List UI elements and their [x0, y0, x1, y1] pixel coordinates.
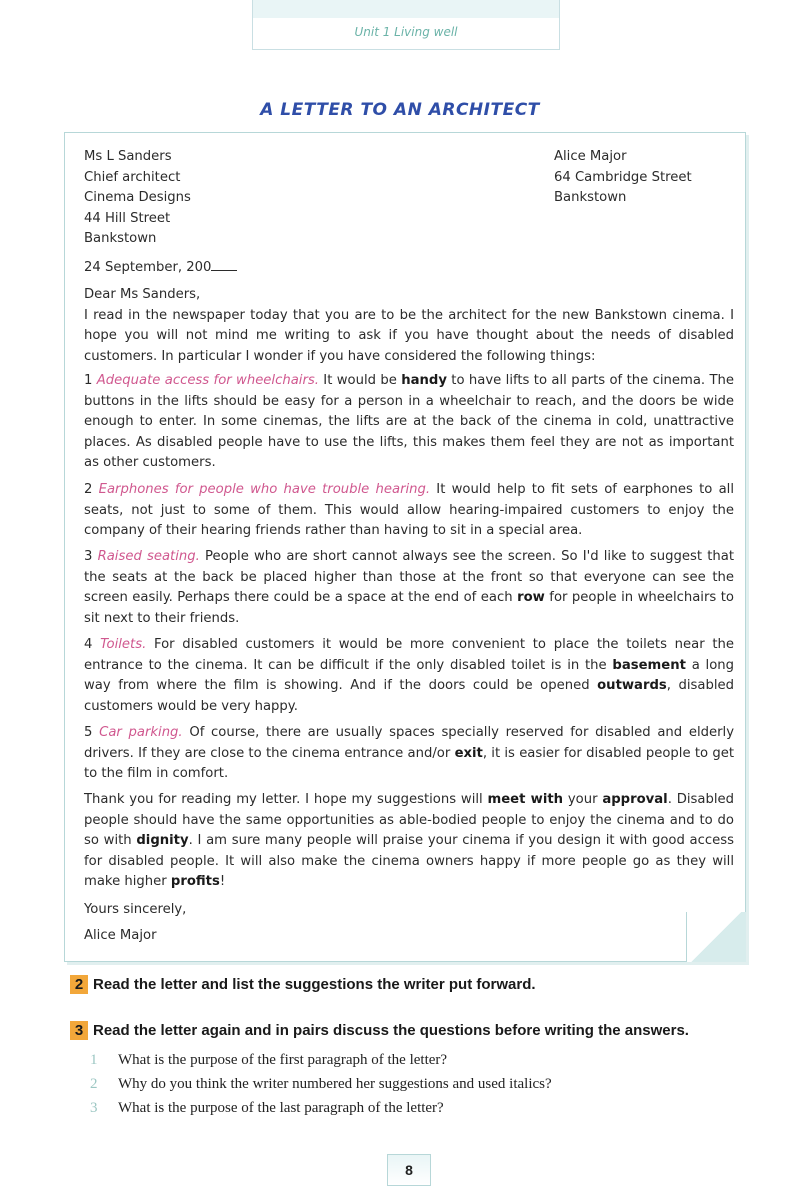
suggestion-text: a long way from where the film is showing. And if the doors could be opened: [84, 657, 734, 693]
suggestion-heading: Car parking.: [99, 725, 183, 740]
suggestion-text: Of course, there are usually spaces specially reserved for disabled and elderly drivers. If they are close to the cinema entrance and/or: [84, 725, 734, 761]
suggestion-heading: Toilets.: [100, 637, 147, 652]
page-number: 8: [387, 1154, 431, 1186]
date-blank: [211, 259, 237, 271]
question-number: 3: [90, 1100, 98, 1116]
question-text: Why do you think the writer numbered her suggestions and used italics?: [118, 1076, 552, 1092]
keyword: row: [517, 590, 545, 605]
task-text: Read the letter again and in pairs discuss the questions before writing the answers.: [93, 1022, 689, 1039]
intro-paragraph: [84, 285, 734, 367]
closing-text: !: [219, 874, 226, 889]
keyword: dignity: [136, 833, 189, 848]
closing-text: Thank you for reading my letter. I hope my suggestions will: [84, 792, 488, 807]
suggestion-2: [84, 480, 734, 542]
suggestion-number: 2: [84, 482, 93, 497]
suggestion-number: 4: [84, 637, 93, 652]
task-3: [70, 1021, 689, 1040]
suggestion-text: , it is easier for disabled people to get to the film in comfort.: [84, 745, 734, 781]
task-number-badge: 2: [70, 975, 88, 994]
suggestion-3: [84, 547, 734, 629]
letter-date: [84, 258, 237, 279]
keyword: basement: [612, 657, 686, 673]
question-number: 2: [90, 1076, 98, 1092]
recipient-line: Cinema Designs: [84, 190, 191, 205]
salutation: Dear Ms Sanders,: [84, 287, 201, 302]
question-text: What is the purpose of the first paragraph of the letter?: [118, 1052, 448, 1068]
suggestion-number: 1: [84, 373, 93, 388]
suggestion-4: [84, 635, 734, 717]
question-2: [90, 1076, 552, 1093]
suggestion-text: to have lifts to all parts of the cinema. The buttons in the lifts should be easy for a person in a wheelchair to reach, and the doors be wide enough to enter. In some cinemas, the lifts are at the back of the cinema in cold, unattractive places. As disabled people have to use the lifts, this makes them feel they are not as important as other customers.: [84, 373, 734, 470]
recipient-address: [84, 147, 191, 250]
recipient-line: 44 Hill Street: [84, 210, 171, 226]
suggestion-1: [84, 371, 734, 474]
date-text: 24 September, 200: [84, 260, 212, 275]
keyword: outwards: [597, 678, 667, 693]
unit-header: [252, 0, 560, 50]
suggestion-heading: Adequate access for wheelchairs.: [96, 373, 319, 388]
keyword: exit: [454, 745, 483, 761]
question-text: What is the purpose of the last paragraph of the letter?: [118, 1100, 444, 1116]
suggestion-number: 5: [84, 725, 93, 740]
suggestion-text: It would be: [318, 373, 402, 388]
recipient-line: Chief architect: [84, 169, 181, 185]
suggestion-heading: Raised seating.: [97, 549, 200, 564]
sender-line: Alice Major: [554, 149, 627, 164]
suggestion-text: , disabled customers would be very happy.: [84, 678, 734, 714]
question-1: [90, 1052, 447, 1069]
page-title: A LETTER TO AN ARCHITECT: [260, 100, 540, 120]
task-number-badge: 3: [70, 1021, 88, 1040]
keyword: approval: [602, 792, 668, 807]
closing-text: . I am sure many people will praise your cinema if you design it with good access for disabled people. It will also make the cinema owners happy if more people go as they will make higher: [84, 833, 734, 889]
suggestion-text: People who are short cannot always see the screen. So I'd like to suggest that the seats at the back be placed higher than those at the front so that everyone can see the screen easily. Perhaps there could be a space at the end of each: [84, 549, 734, 605]
closing-paragraph: [84, 790, 734, 893]
closing-text: . Disabled people should have the same opportunities as able-bodied people to enjoy the cinema and to do so with: [84, 792, 734, 848]
sender-address: [554, 147, 692, 209]
suggestion-text: It would help to fit sets of earphones to all seats, not just to some of them. This would allow hearing-impaired customers to enjoy the company of their hearing friends rather than having to sit in a special area.: [84, 482, 734, 538]
recipient-line: Ms L Sanders: [84, 149, 172, 164]
task-2: [70, 975, 536, 994]
page-curl-decoration: [686, 912, 746, 962]
suggestion-number: 3: [84, 549, 93, 564]
unit-label: Unit 1 Living well: [354, 25, 458, 39]
closing-text: your: [563, 792, 603, 807]
intro-text: I read in the newspaper today that you are to be the architect for the new Bankstown cinema. I hope you will not mind me writing to ask if you have thought about the needs of disabled customers. In particular I wonder if you have considered the following things:: [84, 307, 734, 364]
keyword: profits: [170, 874, 220, 889]
sender-line: 64 Cambridge Street: [554, 169, 692, 185]
suggestion-5: [84, 723, 734, 785]
question-3: [90, 1100, 444, 1117]
suggestion-text: for people in wheelchairs to sit next to their friends.: [84, 590, 734, 626]
suggestion-text: For disabled customers it would be more convenient to place the toilets near the entrance to the cinema. It can be difficult if the only disabled toilet is in the: [84, 637, 734, 673]
signoff: Yours sincerely,: [84, 902, 187, 917]
keyword: handy: [401, 373, 447, 388]
suggestion-heading: Earphones for people who have trouble hearing.: [98, 482, 431, 497]
keyword: meet with: [487, 792, 564, 807]
recipient-line: Bankstown: [84, 231, 157, 246]
question-number: 1: [90, 1052, 98, 1068]
task-text: Read the letter and list the suggestions the writer put forward.: [93, 976, 536, 993]
sender-line: Bankstown: [554, 190, 627, 205]
signature: Alice Major: [84, 928, 157, 943]
